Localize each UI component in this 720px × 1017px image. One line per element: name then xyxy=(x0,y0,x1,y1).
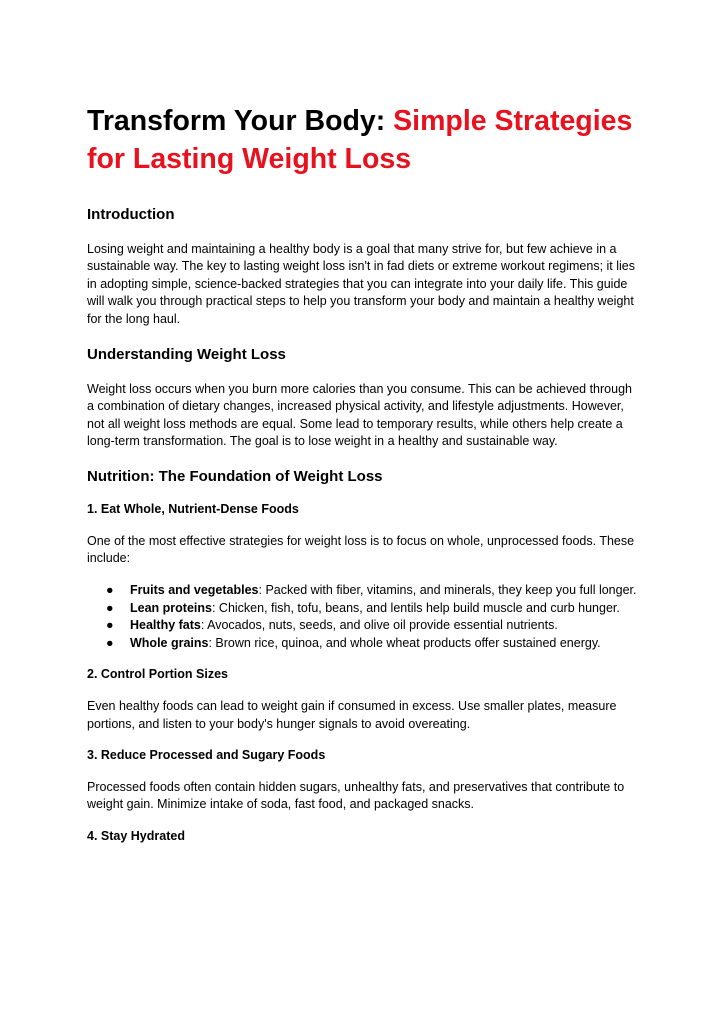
list-item-text: : Packed with fiber, vitamins, and minerals, they keep you full longer. xyxy=(258,583,637,598)
list-item xyxy=(87,635,637,652)
nutrition-heading: Nutrition: The Foundation of Weight Loss xyxy=(87,467,383,485)
section-2-heading: 2. Control Portion Sizes xyxy=(87,667,228,682)
bullet-icon: ● xyxy=(106,583,114,598)
list-item-term: Whole grains xyxy=(130,635,209,650)
document-title xyxy=(87,102,637,178)
introduction-paragraph: Losing weight and maintaining a healthy body is a goal that many strive for, but few achieve in a sustainable way. The key to lasting weight loss isn't in fad diets or extreme workout regimens; it lies in adopting simple, science-backed strategies that you can integrate into your daily life. This guide will walk you through practical steps to help you transform your body and maintain a healthy weight for the long haul. xyxy=(87,242,636,326)
bullet-icon: ● xyxy=(106,618,114,633)
section-4-heading: 4. Stay Hydrated xyxy=(87,828,185,843)
document-content xyxy=(87,102,637,845)
section-3-paragraph: Processed foods often contain hidden sugars, unhealthy fats, and preservatives that contribute to weight gain. Minimize intake of soda, fast food, and packaged snacks. xyxy=(87,779,625,812)
section-2-paragraph: Even healthy foods can lead to weight gain if consumed in excess. Use smaller plates, measure portions, and listen to your body's hunger signals to avoid overeating. xyxy=(87,699,617,731)
list-item-text: : Avocados, nuts, seeds, and olive oil provide essential nutrients. xyxy=(200,618,558,633)
list-item-text: : Chicken, fish, tofu, beans, and lentils help build muscle and curb hunger. xyxy=(211,600,620,615)
title-part-red: Simple Strategies for Lasting Weight Loss xyxy=(87,105,633,175)
understanding-paragraph: Weight loss occurs when you burn more calories than you consume. This can be achieved through a combination of dietary changes, increased physical activity, and lifestyle adjustments. However, not all weight loss methods are equal. Some lead to temporary results, while others help create a long-term transformation. The goal is to lose weight in a healthy and sustainable way. xyxy=(87,382,632,449)
list-item-term: Fruits and vegetables xyxy=(130,583,259,598)
bullet-icon: ● xyxy=(106,635,114,650)
list-item xyxy=(87,617,637,634)
section-1-heading: 1. Eat Whole, Nutrient-Dense Foods xyxy=(87,501,299,516)
list-item xyxy=(87,600,637,617)
title-part-black: Transform Your Body: xyxy=(87,105,394,137)
list-item xyxy=(87,582,637,599)
food-list xyxy=(87,582,637,652)
understanding-heading: Understanding Weight Loss xyxy=(87,346,286,364)
bullet-icon: ● xyxy=(106,600,114,615)
section-1-paragraph: One of the most effective strategies for weight loss is to focus on whole, unprocessed foods. These include: xyxy=(87,533,635,566)
introduction-heading: Introduction xyxy=(87,206,175,223)
list-item-term: Lean proteins xyxy=(130,600,212,615)
section-3-heading: 3. Reduce Processed and Sugary Foods xyxy=(87,747,326,762)
list-item-text: : Brown rice, quinoa, and whole wheat products offer sustained energy. xyxy=(208,635,601,650)
list-item-term: Healthy fats xyxy=(130,618,201,633)
